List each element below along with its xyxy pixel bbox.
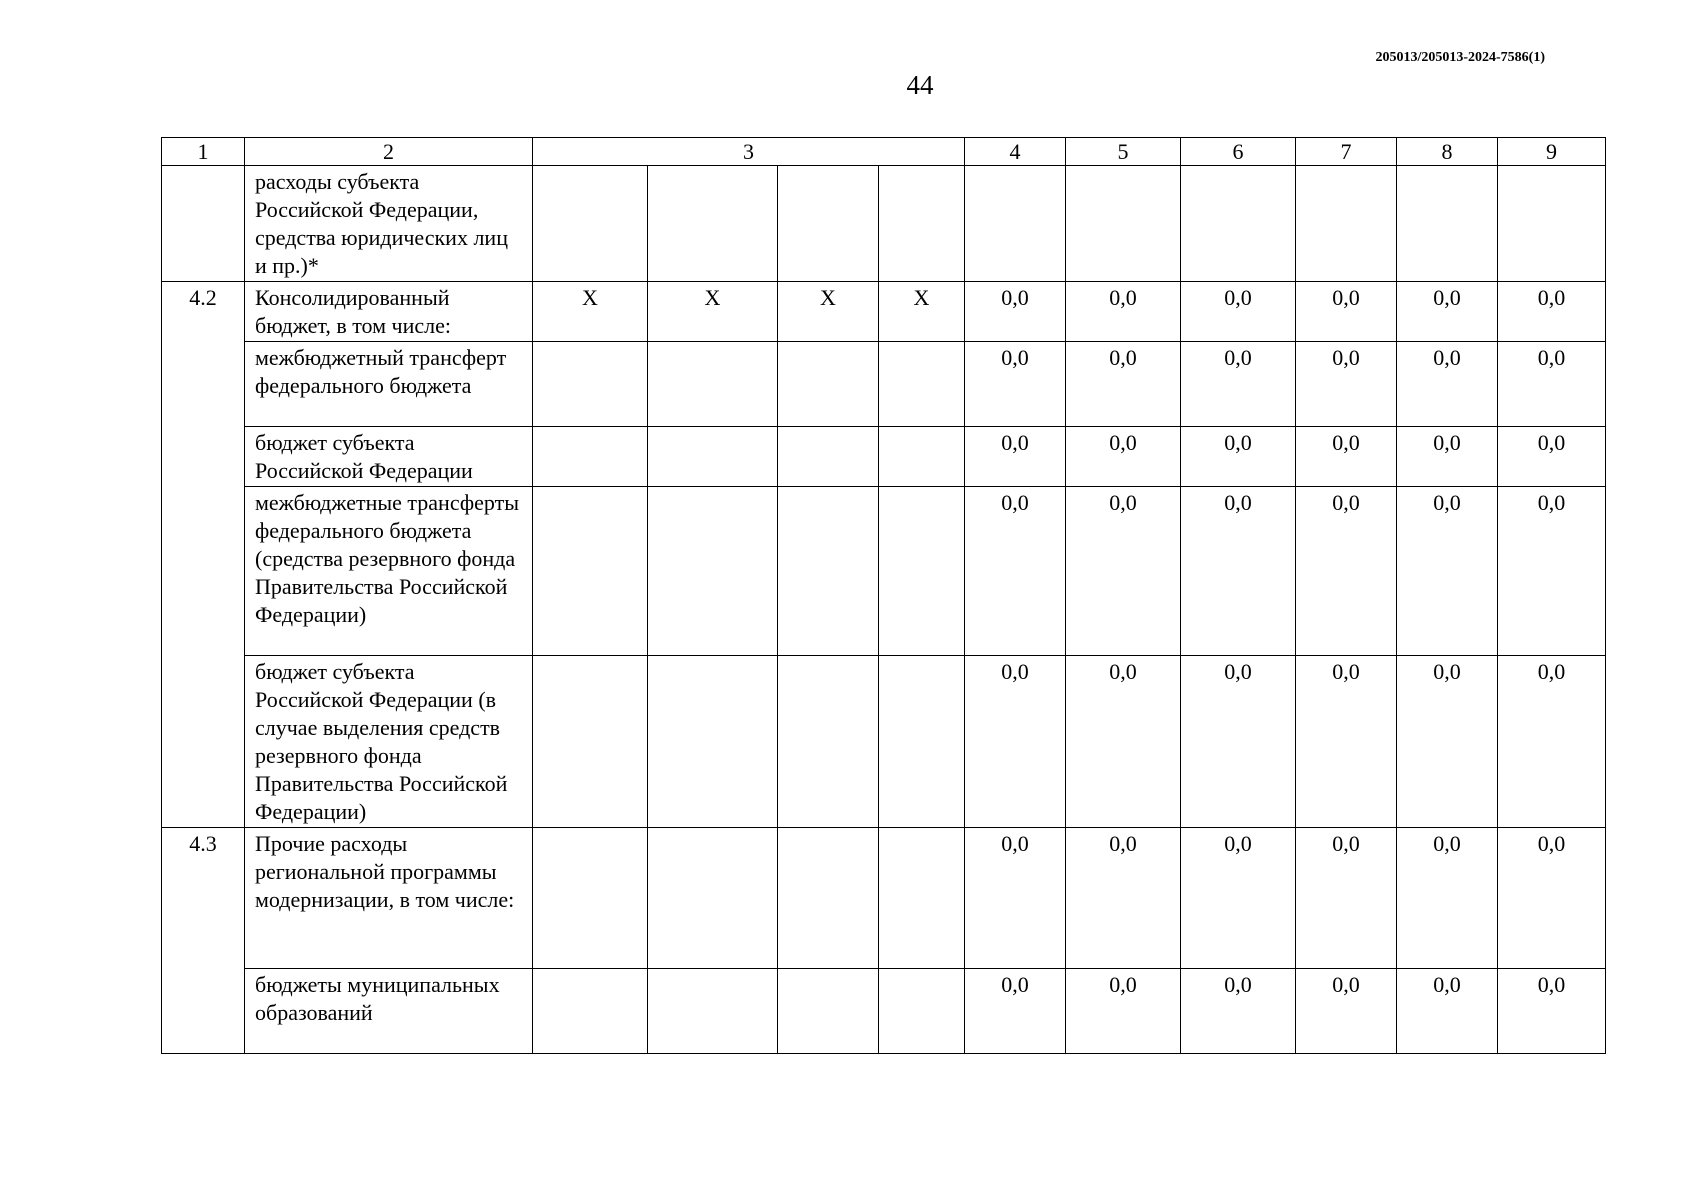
cell-value: 0,0 <box>1397 342 1498 427</box>
cell-col3 <box>648 656 778 828</box>
cell-col3 <box>648 969 778 1054</box>
cell-value: 0,0 <box>1397 656 1498 828</box>
cell-col3 <box>879 656 965 828</box>
cell-col3 <box>778 342 879 427</box>
row-number: 4.2 <box>162 282 245 828</box>
column-header: 9 <box>1498 138 1606 166</box>
row-description: расходы субъекта Российской Федерации, средства юридических лиц и пр.)* <box>245 166 533 282</box>
cell-value <box>1296 166 1397 282</box>
table-row <box>162 427 1606 487</box>
column-header: 3 <box>533 138 965 166</box>
column-header: 2 <box>245 138 533 166</box>
table-row <box>162 282 1606 342</box>
cell-col3: X <box>648 282 778 342</box>
cell-col3 <box>648 166 778 282</box>
table-row <box>162 342 1606 427</box>
cell-value: 0,0 <box>1181 282 1296 342</box>
cell-value: 0,0 <box>1181 828 1296 969</box>
row-number: 4.3 <box>162 828 245 1054</box>
cell-value: 0,0 <box>1498 969 1606 1054</box>
cell-value: 0,0 <box>1296 487 1397 656</box>
cell-col3 <box>879 427 965 487</box>
page-number: 44 <box>906 70 934 100</box>
cell-col3 <box>533 969 648 1054</box>
cell-col3 <box>533 342 648 427</box>
cell-value: 0,0 <box>1397 487 1498 656</box>
cell-col3 <box>778 828 879 969</box>
cell-value: 0,0 <box>1498 282 1606 342</box>
cell-value: 0,0 <box>1066 828 1181 969</box>
cell-value: 0,0 <box>1181 656 1296 828</box>
cell-col3 <box>648 342 778 427</box>
row-description: межбюджетный трансферт федерального бюджета <box>245 342 533 427</box>
cell-col3 <box>778 487 879 656</box>
cell-value: 0,0 <box>1181 427 1296 487</box>
budget-table <box>161 137 1606 1054</box>
column-header: 6 <box>1181 138 1296 166</box>
cell-value: 0,0 <box>1066 427 1181 487</box>
row-description: межбюджетные трансферты федерального бюджета (средства резервного фонда Правительства Российской Федерации) <box>245 487 533 656</box>
table-row <box>162 487 1606 656</box>
column-header: 1 <box>162 138 245 166</box>
cell-value: 0,0 <box>1181 342 1296 427</box>
column-header: 8 <box>1397 138 1498 166</box>
cell-value: 0,0 <box>1397 282 1498 342</box>
cell-value: 0,0 <box>1181 487 1296 656</box>
cell-value: 0,0 <box>1397 969 1498 1054</box>
cell-col3 <box>879 828 965 969</box>
cell-value <box>1066 166 1181 282</box>
row-description: бюджет субъекта Российской Федерации <box>245 427 533 487</box>
row-number <box>162 166 245 282</box>
cell-value: 0,0 <box>1296 342 1397 427</box>
cell-col3 <box>879 342 965 427</box>
cell-value: 0,0 <box>1066 342 1181 427</box>
cell-value: 0,0 <box>1066 282 1181 342</box>
cell-col3 <box>879 166 965 282</box>
cell-value: 0,0 <box>1498 487 1606 656</box>
table-row <box>162 166 1606 282</box>
cell-value: 0,0 <box>965 282 1066 342</box>
cell-value: 0,0 <box>1066 969 1181 1054</box>
cell-col3 <box>648 828 778 969</box>
cell-value: 0,0 <box>1498 427 1606 487</box>
cell-col3 <box>648 427 778 487</box>
row-description: Прочие расходы региональной программы модернизации, в том числе: <box>245 828 533 969</box>
cell-value: 0,0 <box>965 656 1066 828</box>
document-id: 205013/205013-2024-7586(1) <box>1375 50 1545 65</box>
cell-col3 <box>533 166 648 282</box>
cell-value: 0,0 <box>1296 427 1397 487</box>
cell-value: 0,0 <box>1181 969 1296 1054</box>
cell-value: 0,0 <box>1397 427 1498 487</box>
cell-col3 <box>778 427 879 487</box>
cell-value <box>1397 166 1498 282</box>
cell-value <box>965 166 1066 282</box>
cell-col3: X <box>533 282 648 342</box>
cell-value: 0,0 <box>1397 828 1498 969</box>
cell-value: 0,0 <box>1066 656 1181 828</box>
table-row <box>162 656 1606 828</box>
cell-value: 0,0 <box>965 969 1066 1054</box>
cell-col3: X <box>879 282 965 342</box>
cell-value: 0,0 <box>1066 487 1181 656</box>
cell-value: 0,0 <box>1296 828 1397 969</box>
cell-col3: X <box>778 282 879 342</box>
cell-col3 <box>879 969 965 1054</box>
cell-value: 0,0 <box>1498 828 1606 969</box>
row-description: бюджеты муниципальных образований <box>245 969 533 1054</box>
column-header: 4 <box>965 138 1066 166</box>
cell-value: 0,0 <box>965 487 1066 656</box>
table-row <box>162 969 1606 1054</box>
row-description: бюджет субъекта Российской Федерации (в случае выделения средств резервного фонда Правительства Российской Федерации) <box>245 656 533 828</box>
cell-col3 <box>533 427 648 487</box>
table-row <box>162 828 1606 969</box>
cell-value: 0,0 <box>1498 656 1606 828</box>
cell-col3 <box>778 166 879 282</box>
cell-col3 <box>533 487 648 656</box>
row-description: Консолидированный бюджет, в том числе: <box>245 282 533 342</box>
cell-value: 0,0 <box>965 342 1066 427</box>
cell-value: 0,0 <box>1296 969 1397 1054</box>
cell-value: 0,0 <box>965 427 1066 487</box>
column-header: 7 <box>1296 138 1397 166</box>
cell-value: 0,0 <box>1296 282 1397 342</box>
cell-col3 <box>648 487 778 656</box>
column-header-row <box>162 138 1606 166</box>
column-header: 5 <box>1066 138 1181 166</box>
cell-col3 <box>778 969 879 1054</box>
cell-value <box>1498 166 1606 282</box>
cell-value: 0,0 <box>1498 342 1606 427</box>
cell-col3 <box>533 828 648 969</box>
cell-col3 <box>778 656 879 828</box>
cell-value: 0,0 <box>1296 656 1397 828</box>
cell-col3 <box>879 487 965 656</box>
cell-col3 <box>533 656 648 828</box>
cell-value: 0,0 <box>965 828 1066 969</box>
cell-value <box>1181 166 1296 282</box>
